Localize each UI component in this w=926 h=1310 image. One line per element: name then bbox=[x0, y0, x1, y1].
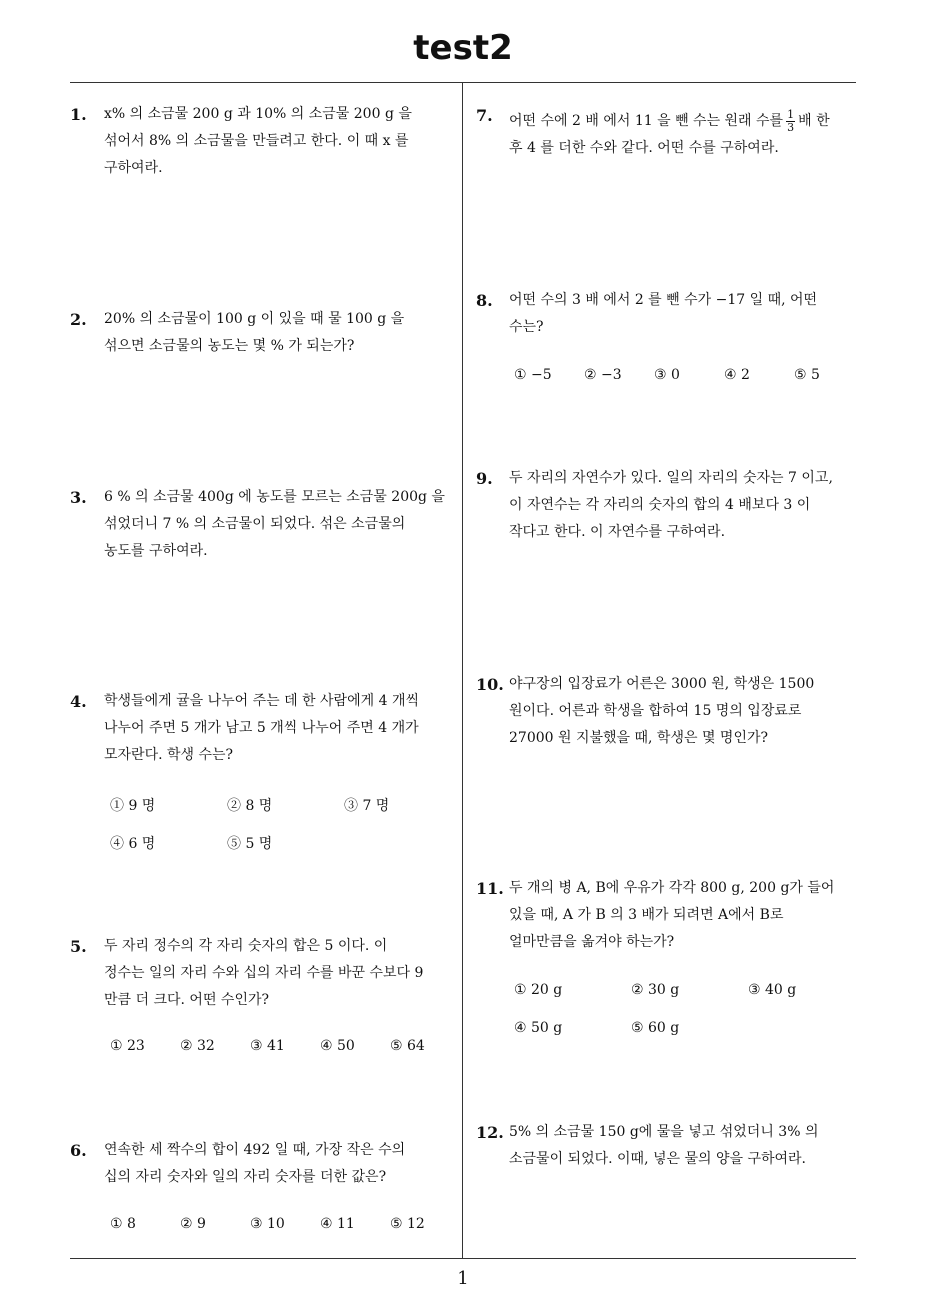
problem-text-line: 두 자리 정수의 각 자리 숫자의 합은 5 이다. 이 bbox=[104, 938, 388, 954]
problem-text-line: 후 4 를 더한 수와 같다. 어떤 수를 구하여라. bbox=[509, 140, 779, 156]
problem-text-line: 섞으면 소금물의 농도는 몇 % 가 되는가? bbox=[104, 338, 355, 354]
problem-text-line: x% 의 소금물 200 g 과 10% 의 소금물 200 g 을 bbox=[104, 106, 412, 122]
problem-text-segment: 어떤 수에 2 배 에서 11 을 뺀 수는 원래 수를 bbox=[509, 113, 784, 129]
problem-text-line bbox=[509, 108, 830, 135]
problem-text-line: 정수는 일의 자리 수와 십의 자리 수를 바꾼 수보다 9 bbox=[104, 965, 424, 981]
header-rule bbox=[70, 82, 856, 83]
choice-option[interactable]: ② 9 bbox=[180, 1216, 206, 1232]
fraction-numerator: 1 bbox=[787, 107, 795, 121]
problem-text-line: 연속한 세 짝수의 합이 492 일 때, 가장 작은 수의 bbox=[104, 1142, 406, 1158]
problem-text-line: 5% 의 소금물 150 g에 물을 넣고 섞었더니 3% 의 bbox=[509, 1124, 819, 1140]
choice-option[interactable]: ④ 50 g bbox=[514, 1020, 563, 1036]
problem-text-line: 두 개의 병 A, B에 우유가 각각 800 g, 200 g가 들어 bbox=[509, 880, 835, 896]
problem-number: 2. bbox=[70, 310, 87, 329]
problem-text-line: 모자란다. 학생 수는? bbox=[104, 747, 234, 763]
problem-number: 9. bbox=[476, 469, 493, 488]
choice-option[interactable]: ② 32 bbox=[180, 1038, 215, 1054]
choice-option[interactable]: ⑤ 64 bbox=[390, 1038, 425, 1054]
problem-number: 8. bbox=[476, 291, 493, 310]
problem-number: 11. bbox=[476, 879, 504, 898]
problem-text-line: 나누어 주면 5 개가 남고 5 개씩 나누어 주면 4 개가 bbox=[104, 720, 419, 736]
problem-text-line: 있을 때, A 가 B 의 3 배가 되려면 A에서 B로 bbox=[509, 907, 784, 923]
problem-text-line: 십의 자리 숫자와 일의 자리 숫자를 더한 값은? bbox=[104, 1169, 387, 1185]
problem-text-line: 수는? bbox=[509, 319, 544, 335]
page-title: test2 bbox=[413, 28, 513, 68]
problem-text-line: 작다고 한다. 이 자연수를 구하여라. bbox=[509, 524, 726, 540]
choice-option[interactable]: ③ 0 bbox=[654, 367, 680, 383]
problem-text-line: 원이다. 어른과 학생을 합하여 15 명의 입장료로 bbox=[509, 703, 802, 719]
problem-text-line: 구하여라. bbox=[104, 160, 163, 176]
problem-number: 10. bbox=[476, 675, 504, 694]
fraction bbox=[786, 109, 795, 134]
choice-option[interactable]: ② 8 명 bbox=[227, 798, 273, 814]
problem-text-line: 6 % 의 소금물 400g 에 농도를 모르는 소금물 200g 을 bbox=[104, 489, 445, 505]
problem-text-line: 농도를 구하여라. bbox=[104, 543, 208, 559]
problem-text-line: 어떤 수의 3 배 에서 2 를 뺀 수가 −17 일 때, 어떤 bbox=[509, 292, 818, 308]
choice-option[interactable]: ② −3 bbox=[584, 367, 622, 383]
choice-option[interactable]: ① 9 명 bbox=[110, 798, 156, 814]
choice-option[interactable]: ⑤ 60 g bbox=[631, 1020, 680, 1036]
footer-rule bbox=[70, 1258, 856, 1259]
problem-number: 7. bbox=[476, 106, 493, 125]
choice-option[interactable]: ⑤ 12 bbox=[390, 1216, 425, 1232]
problem-number: 6. bbox=[70, 1141, 87, 1160]
problem-text-line: 얼마만큼을 옮겨야 하는가? bbox=[509, 934, 675, 950]
choice-option[interactable]: ① 20 g bbox=[514, 982, 563, 998]
choice-option[interactable]: ① 23 bbox=[110, 1038, 145, 1054]
problem-text-line: 27000 원 지불했을 때, 학생은 몇 명인가? bbox=[509, 730, 769, 746]
problem-text-line: 소금물이 되었다. 이때, 넣은 물의 양을 구하여라. bbox=[509, 1151, 807, 1167]
problem-text-line: 섞었더니 7 % 의 소금물이 되었다. 섞은 소금물의 bbox=[104, 516, 406, 532]
choice-option[interactable]: ③ 40 g bbox=[748, 982, 797, 998]
problem-text-line: 20% 의 소금물이 100 g 이 있을 때 물 100 g 을 bbox=[104, 311, 405, 327]
choice-option[interactable]: ② 30 g bbox=[631, 982, 680, 998]
problem-text-line: 섞어서 8% 의 소금물을 만들려고 한다. 이 때 x 를 bbox=[104, 133, 409, 149]
choice-option[interactable]: ④ 6 명 bbox=[110, 836, 156, 852]
problem-text-line: 이 자연수는 각 자리의 숫자의 합의 4 배보다 3 이 bbox=[509, 497, 811, 513]
problem-text-line: 두 자리의 자연수가 있다. 일의 자리의 숫자는 7 이고, bbox=[509, 470, 833, 486]
problem-number: 5. bbox=[70, 937, 87, 956]
choice-option[interactable]: ① −5 bbox=[514, 367, 552, 383]
column-divider bbox=[462, 83, 463, 1258]
choice-option[interactable]: ④ 50 bbox=[320, 1038, 355, 1054]
choice-option[interactable]: ③ 7 명 bbox=[344, 798, 390, 814]
choice-option[interactable]: ③ 41 bbox=[250, 1038, 285, 1054]
problem-number: 4. bbox=[70, 692, 87, 711]
problem-number: 1. bbox=[70, 105, 87, 124]
choice-option[interactable]: ① 8 bbox=[110, 1216, 136, 1232]
problem-number: 12. bbox=[476, 1123, 504, 1142]
choice-option[interactable]: ⑤ 5 명 bbox=[227, 836, 273, 852]
problem-text-segment: 배 한 bbox=[798, 113, 830, 129]
choice-option[interactable]: ④ 11 bbox=[320, 1216, 355, 1232]
choice-option[interactable]: ⑤ 5 bbox=[794, 367, 820, 383]
choice-option[interactable]: ④ 2 bbox=[724, 367, 750, 383]
problem-number: 3. bbox=[70, 488, 87, 507]
problem-text-line: 야구장의 입장료가 어른은 3000 원, 학생은 1500 bbox=[509, 676, 815, 692]
page-number: 1 bbox=[457, 1268, 469, 1289]
fraction-denominator: 3 bbox=[787, 120, 795, 134]
problem-text-line: 학생들에게 귤을 나누어 주는 데 한 사람에게 4 개씩 bbox=[104, 693, 419, 709]
choice-option[interactable]: ③ 10 bbox=[250, 1216, 285, 1232]
problem-text-line: 만큼 더 크다. 어떤 수인가? bbox=[104, 992, 269, 1008]
